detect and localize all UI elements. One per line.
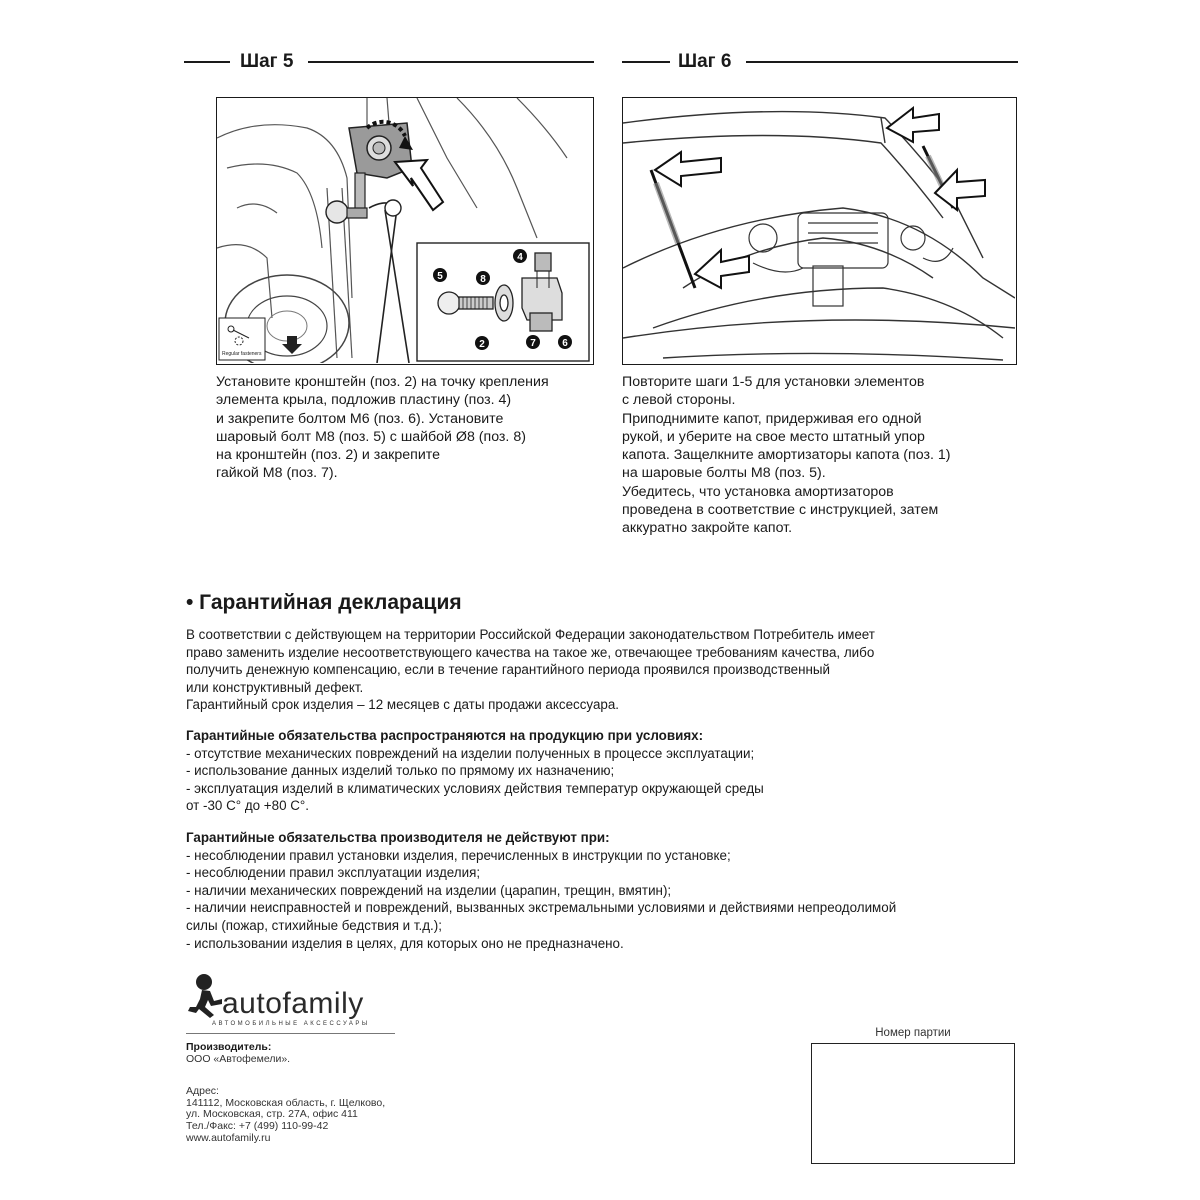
step6-illustration — [622, 97, 1017, 365]
step6-line: Убедитесь, что установка амортизаторов — [622, 483, 894, 500]
step5-rule-left — [184, 61, 230, 63]
step6-title: Шаг 6 — [678, 51, 732, 72]
logo-tagline: АВТОМОБИЛЬНЫЕ АКСЕССУАРЫ — [212, 1021, 370, 1027]
warranty-exclusion-item: - наличии механических повреждений на изделии (царапин, трещин, вмятин); — [186, 882, 672, 898]
step6-instructions — [622, 373, 950, 538]
address-label: Адрес: — [186, 1085, 219, 1097]
warranty-intro-line: или конструктивный дефект. — [186, 679, 364, 695]
warranty-condition-item: - эксплуатация изделий в климатических условиях действия температур окружающей среды — [186, 780, 764, 796]
step6-line: проведена в соответствие с инструкцией, затем — [622, 502, 939, 519]
step5-instructions — [216, 373, 549, 483]
warranty-conditions — [186, 727, 764, 815]
warranty-exclusions-heading: Гарантийные обязательства производителя не действуют при: — [186, 830, 610, 845]
warranty-exclusions — [186, 829, 896, 952]
warranty-exclusion-item: - наличии неисправностей и повреждений, вызванных экстремальными условиями и действиями непреодолимой — [186, 900, 897, 916]
manufacturer-name: ООО «Автофемели». — [186, 1052, 291, 1065]
step5-callout-5: 5 — [437, 271, 443, 282]
step6-header — [622, 50, 1018, 74]
address-line: 141112, Московская область, г. Щелково, — [186, 1096, 386, 1109]
logo-divider — [186, 1033, 395, 1034]
step6-rule-right — [746, 61, 1018, 63]
address-line: ул. Московская, стр. 27А, офис 411 — [186, 1108, 358, 1121]
arrow-down-icon — [282, 336, 302, 354]
warranty-intro-line: Гарантийный срок изделия – 12 месяцев с даты продажи аксессуара. — [186, 697, 620, 713]
step6-rule-left — [622, 61, 670, 63]
step5-callout-6: 4 — [517, 252, 523, 263]
step5-title: Шаг 5 — [240, 51, 294, 72]
logo-wordmark: autofamily — [222, 987, 364, 1020]
step5-line: и закрепите болтом М6 (поз. 6). Установите — [216, 410, 504, 427]
step5-callout-8: 8 — [480, 274, 486, 285]
warranty-exclusion-item: силы (пожар, стихийные бедствия и т.д.); — [186, 917, 442, 933]
step5-line: Установите кронштейн (поз. 2) на точку крепления — [216, 374, 549, 390]
manufacturer-block — [186, 1042, 290, 1065]
step5-line: на кронштейн (поз. 2) и закрепите — [216, 447, 440, 464]
warranty-condition-item: - использование данных изделий только по прямому их назначению; — [186, 763, 615, 779]
website-link[interactable]: www.autofamily.ru — [186, 1131, 271, 1144]
step5-callout-2: 2 — [479, 339, 485, 350]
batch-number-box[interactable] — [811, 1043, 1015, 1164]
warranty-condition-item: - отсутствие механических повреждений на изделии полученных в процессе эксплуатации; — [186, 745, 755, 761]
manufacturer-label: Производитель: — [186, 1041, 272, 1053]
step6-line: капота. Защелкните амортизаторы капота (поз. 1) — [622, 447, 951, 464]
step6-line: рукой, и уберите на свое место штатный упор — [622, 428, 925, 445]
step6-drawing — [623, 98, 1015, 363]
warranty-conditions-heading: Гарантийные обязательства распространяются на продукцию при условиях: — [186, 728, 704, 743]
step5-drawing — [217, 98, 592, 363]
address-block — [186, 1086, 385, 1144]
warranty-intro — [186, 626, 875, 714]
step6-line: с левой стороны. — [622, 392, 736, 409]
step6-line: на шаровые болты М8 (поз. 5). — [622, 465, 826, 482]
step5-corner-label: Regular fasteners — [222, 351, 262, 357]
step5-callout-7: 7 — [530, 338, 536, 349]
autofamily-logo — [182, 973, 398, 1035]
warranty-condition-item: от -30 С° до +80 С°. — [186, 798, 309, 814]
address-line: Тел./Факс: +7 (499) 110-99-42 — [186, 1120, 329, 1133]
step6-line: аккуратно закройте капот. — [622, 520, 793, 537]
warranty-exclusion-item: - несоблюдении правил установки изделия, перечисленных в инструкции по установке; — [186, 847, 731, 863]
step6-line: Повторите шаги 1-5 для установки элементов — [622, 374, 925, 390]
batch-label: Номер партии — [875, 1027, 951, 1039]
step5-callout-4: 6 — [562, 338, 568, 349]
step5-illustration — [216, 97, 594, 365]
warranty-title: • Гарантийная декларация — [186, 591, 462, 614]
step6-line: Приподнимите капот, придерживая его одной — [622, 410, 922, 427]
step5-line: гайкой М8 (поз. 7). — [216, 465, 338, 482]
warranty-intro-line: В соответствии с действующем на территории Российской Федерации законодательством Потребитель имеет — [186, 627, 875, 642]
step5-line: элемента крыла, подложив пластину (поз. 4) — [216, 392, 512, 409]
warranty-intro-line: право заменить изделие несоответствующего качества на такое же, отвечающее требованиям качества, либо — [186, 644, 875, 660]
step5-header — [184, 50, 594, 74]
warranty-exclusion-item: - несоблюдении правил эксплуатации изделия; — [186, 865, 481, 881]
step5-rule-right — [308, 61, 594, 63]
warranty-intro-line: получить денежную компенсацию, если в течение гарантийного периода проявился производственный — [186, 662, 831, 678]
warranty-exclusion-item: - использовании изделия в целях, для которых оно не предназначено. — [186, 935, 624, 951]
step5-line: шаровый болт М8 (поз. 5) с шайбой Ø8 (поз. 8) — [216, 428, 526, 445]
